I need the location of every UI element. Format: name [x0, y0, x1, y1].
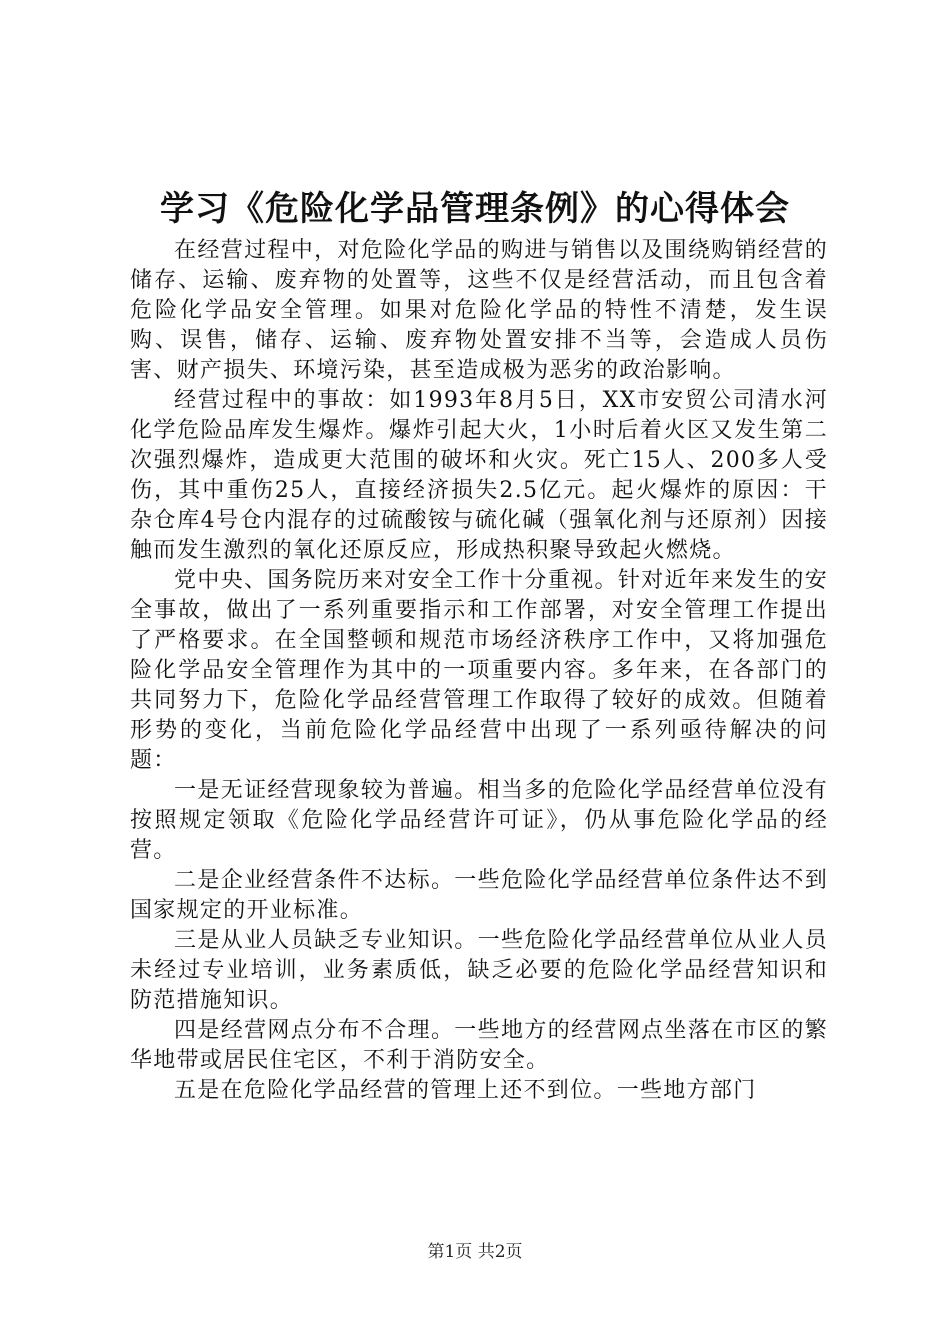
paragraph: 五是在危险化学品经营的管理上还不到位。一些地方部门 — [174, 1078, 757, 1103]
paragraph: 二是企业经营条件不达标。一些危险化学品经营单位条件达不到国家规定的开业标准。 — [130, 868, 828, 923]
paragraph: 经营过程中的事故：如1993年8月5日，XX市安贸公司清水河化学危险品库发生爆炸。爆炸引起大火，1小时后着火区又发生第二次强烈爆炸，造成更大范围的破坏和火灾。死亡15人、200多人受伤，其中重伤25人，直接经济损失2.5亿元。起火爆炸的原因：干杂仓库4号仓内混存的过硫酸铵与硫化碱（强氧化剂与还原剂）因接触而发生激烈的氧化还原反应，形成热积聚导致起火燃烧。 — [130, 388, 828, 563]
page-number-footer: 第1页 共2页 — [427, 1242, 523, 1262]
paragraph: 在经营过程中，对危险化学品的购进与销售以及围绕购销经营的储存、运输、废弃物的处置等，这些不仅是经营活动，而且包含着危险化学品安全管理。如果对危险化学品的特性不清楚，发生误购、误售，储存、运输、废弃物处置安排不当等，会造成人员伤害、财产损失、环境污染，甚至造成极为恶劣的政治影响。 — [130, 238, 828, 383]
paragraph: 党中央、国务院历来对安全工作十分重视。针对近年来发生的安全事故，做出了一系列重要指示和工作部署，对安全管理工作提出了严格要求。在全国整顿和规范市场经济秩序工作中，又将加强危险化学品安全管理作为其中的一项重要内容。多年来，在各部门的共同努力下，危险化学品经营管理工作取得了较好的成效。但随着形势的变化，当前危险化学品经营中出现了一系列亟待解决的问题： — [130, 568, 828, 773]
paragraph: 四是经营网点分布不合理。一些地方的经营网点坐落在市区的繁华地带或居民住宅区，不利于消防安全。 — [130, 1018, 828, 1073]
document-body — [130, 236, 828, 1106]
paragraph: 一是无证经营现象较为普遍。相当多的危险化学品经营单位没有按照规定领取《危险化学品经营许可证》，仍从事危险化学品的经营。 — [130, 778, 828, 863]
paragraph: 三是从业人员缺乏专业知识。一些危险化学品经营单位从业人员未经过专业培训，业务素质低，缺乏必要的危险化学品经营知识和防范措施知识。 — [130, 928, 828, 1013]
page-title: 学习《危险化学品管理条例》的心得体会 — [160, 189, 790, 229]
